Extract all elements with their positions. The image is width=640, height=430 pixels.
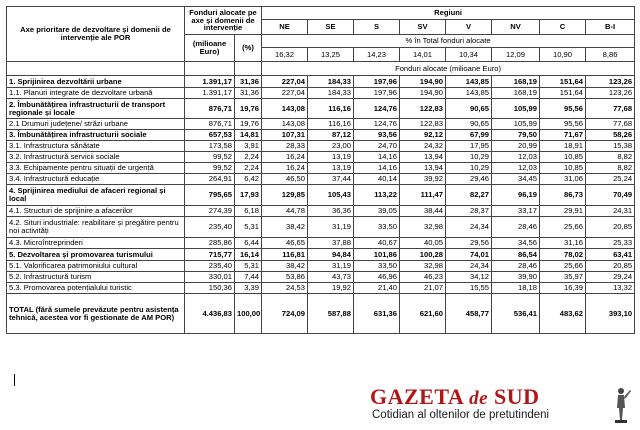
row-value: 20,99: [492, 141, 540, 152]
row-value: 77,68: [586, 119, 635, 130]
row-label: 2. Îmbunătățirea infrastructurii de transport regionale și locale: [7, 99, 185, 119]
header-spacer: [185, 62, 235, 76]
total-value: 458,77: [446, 294, 492, 334]
row-value: 46,96: [354, 272, 400, 283]
row-label: 3.1. Infrastructura sănătate: [7, 141, 185, 152]
row-value: 151,64: [540, 76, 586, 88]
row-value: 92,12: [400, 130, 446, 141]
row-value: 33,17: [492, 206, 540, 217]
logo-subtitle: Cotidian al oltenilor de pretutindeni: [372, 409, 550, 421]
row-value: 20,85: [586, 261, 635, 272]
pct-header: (%): [235, 35, 262, 62]
row-value: 33,50: [354, 261, 400, 272]
row-value: 18,91: [540, 141, 586, 152]
row-value: 2,24: [235, 152, 262, 163]
total-value: 4.436,83: [185, 294, 235, 334]
row-value: 71,67: [540, 130, 586, 141]
row-value: 173,58: [185, 141, 235, 152]
row-label: 3.3. Echipamente pentru situații de urgență: [7, 163, 185, 174]
row-value: 285,86: [185, 238, 235, 249]
row-value: 38,44: [400, 206, 446, 217]
row-value: 39,92: [400, 174, 446, 185]
row-value: 107,31: [262, 130, 308, 141]
row-value: 129,85: [262, 185, 308, 206]
row-value: 10,29: [446, 152, 492, 163]
axe-column-header: Axe prioritare de dezvoltare și domenii de intervenție ale POR: [7, 7, 185, 62]
row-value: 53,86: [262, 272, 308, 283]
row-label: 1.1. Planuri integrate de dezvoltare urbană: [7, 88, 185, 99]
row-value: 77,68: [586, 99, 635, 119]
row-label: 4.2. Situri industriale: reabilitare și pregătire pentru noi activități: [7, 217, 185, 238]
row-value: 19,76: [235, 119, 262, 130]
row-value: 10,85: [540, 163, 586, 174]
row-value: 79,50: [492, 130, 540, 141]
row-value: 113,22: [354, 185, 400, 206]
row-label: 5. Dezvoltarea și promovarea turismului: [7, 249, 185, 261]
row-value: 123,26: [586, 88, 635, 99]
row-value: 40,14: [354, 174, 400, 185]
total-value: 483,62: [540, 294, 586, 334]
row-value: 6,44: [235, 238, 262, 249]
row-value: 19,76: [235, 99, 262, 119]
region-header-v: V: [446, 20, 492, 35]
table-row: [7, 272, 635, 283]
region-pct-sv: 14,01: [400, 48, 446, 62]
row-value: 24,70: [354, 141, 400, 152]
row-value: 25,66: [540, 261, 586, 272]
row-value: 32,98: [400, 217, 446, 238]
row-value: 143,85: [446, 88, 492, 99]
row-value: 31,16: [540, 238, 586, 249]
row-value: 31,36: [235, 76, 262, 88]
row-value: 19,92: [308, 283, 354, 294]
table-row: [7, 99, 635, 119]
row-value: 16,39: [540, 283, 586, 294]
total-label-bold: TOTAL: [9, 304, 34, 314]
total-value: 100,00: [235, 294, 262, 334]
row-value: 122,83: [400, 99, 446, 119]
row-value: 6,42: [235, 174, 262, 185]
table-row: [7, 174, 635, 185]
region-pct-s: 14,23: [354, 48, 400, 62]
row-value: 227,04: [262, 76, 308, 88]
row-value: 20,85: [586, 217, 635, 238]
table-row: [7, 238, 635, 249]
row-value: 124,76: [354, 99, 400, 119]
row-value: 876,71: [185, 119, 235, 130]
row-value: 15,55: [446, 283, 492, 294]
regiuni-header: Regiuni: [262, 7, 635, 20]
row-value: 1.391,17: [185, 76, 235, 88]
row-value: 184,33: [308, 88, 354, 99]
row-value: 14,16: [354, 152, 400, 163]
row-value: 143,08: [262, 99, 308, 119]
row-value: 143,08: [262, 119, 308, 130]
row-value: 6,18: [235, 206, 262, 217]
header-spacer: [235, 62, 262, 76]
row-value: 86,54: [492, 249, 540, 261]
row-value: 122,83: [400, 119, 446, 130]
row-value: 95,56: [540, 99, 586, 119]
row-value: 105,99: [492, 119, 540, 130]
row-value: 795,65: [185, 185, 235, 206]
row-value: 116,16: [308, 119, 354, 130]
total-value: 393,10: [586, 294, 635, 334]
region-header-se: SE: [308, 20, 354, 35]
row-value: 227,04: [262, 88, 308, 99]
region-header-nv: NV: [492, 20, 540, 35]
row-label: 3. Îmbunătățirea infrastructurii sociale: [7, 130, 185, 141]
row-value: 87,12: [308, 130, 354, 141]
row-value: 5,31: [235, 217, 262, 238]
logo-title: [370, 384, 540, 410]
row-value: 15,38: [586, 141, 635, 152]
row-value: 74,01: [446, 249, 492, 261]
row-value: 31,19: [308, 217, 354, 238]
row-value: 13,94: [400, 152, 446, 163]
row-value: 34,12: [446, 272, 492, 283]
table-row: [7, 76, 635, 88]
text-cursor: [14, 374, 15, 386]
row-value: 34,56: [492, 238, 540, 249]
row-value: 184,33: [308, 76, 354, 88]
fonduri-regiuni-header: Fonduri alocate (milioane Euro): [262, 62, 635, 76]
table-row: [7, 152, 635, 163]
row-value: 25,24: [586, 174, 635, 185]
row-value: 235,40: [185, 217, 235, 238]
row-value: 63,41: [586, 249, 635, 261]
milioane-header: (milioane Euro): [185, 35, 235, 62]
table-body: [7, 76, 635, 294]
row-value: 94,84: [308, 249, 354, 261]
table-row: [7, 249, 635, 261]
row-value: 31,19: [308, 261, 354, 272]
row-label: 5.1. Valorificarea patrimoniului cultural: [7, 261, 185, 272]
row-value: 40,67: [354, 238, 400, 249]
row-value: 12,03: [492, 152, 540, 163]
total-label: [7, 294, 185, 334]
row-value: 124,76: [354, 119, 400, 130]
total-value: 724,09: [262, 294, 308, 334]
region-pct-se: 13,25: [308, 48, 354, 62]
row-value: 37,44: [308, 174, 354, 185]
row-value: 46,65: [262, 238, 308, 249]
gazeta-de-sud-logo: [370, 384, 632, 426]
row-value: 194,90: [400, 76, 446, 88]
row-value: 21,40: [354, 283, 400, 294]
row-value: 21,07: [400, 283, 446, 294]
row-value: 123,26: [586, 76, 635, 88]
row-value: 28,37: [446, 206, 492, 217]
row-label: 4. Sprijinirea mediului de afaceri regional și local: [7, 185, 185, 206]
row-value: 43,73: [308, 272, 354, 283]
row-value: 8,82: [586, 163, 635, 174]
header-spacer: [7, 62, 185, 76]
row-value: 29,46: [446, 174, 492, 185]
row-value: 116,81: [262, 249, 308, 261]
row-value: 90,65: [446, 119, 492, 130]
row-value: 150,36: [185, 283, 235, 294]
total-value: 631,36: [354, 294, 400, 334]
row-label: 1. Sprijinirea dezvoltării urbane: [7, 76, 185, 88]
region-pct-ne: 16,32: [262, 48, 308, 62]
region-pct-c: 10,90: [540, 48, 586, 62]
row-value: 10,29: [446, 163, 492, 174]
pct-total-header: % în Total fonduri alocate: [262, 35, 635, 48]
por-allocation-table: [6, 6, 635, 334]
table-row: [7, 217, 635, 238]
region-header-bi: B-I: [586, 20, 635, 35]
row-value: 25,66: [540, 217, 586, 238]
row-value: 16,14: [235, 249, 262, 261]
row-value: 13,19: [308, 152, 354, 163]
row-value: 23,00: [308, 141, 354, 152]
table-row: [7, 261, 635, 272]
row-value: 17,93: [235, 185, 262, 206]
region-pct-nv: 12,09: [492, 48, 540, 62]
fonduri-column-header: Fonduri alocate pe axe și domenii de intervenție: [185, 7, 262, 35]
row-value: 39,05: [354, 206, 400, 217]
row-value: 28,46: [492, 261, 540, 272]
row-value: 82,27: [446, 185, 492, 206]
total-value: 536,41: [492, 294, 540, 334]
row-value: 93,56: [354, 130, 400, 141]
row-label: 5.2. Infrastructură turism: [7, 272, 185, 283]
region-header-c: C: [540, 20, 586, 35]
region-header-sv: SV: [400, 20, 446, 35]
row-value: 151,64: [540, 88, 586, 99]
row-value: 38,42: [262, 217, 308, 238]
row-value: 95,56: [540, 119, 586, 130]
row-value: 10,85: [540, 152, 586, 163]
row-value: 2,24: [235, 163, 262, 174]
row-value: 197,96: [354, 76, 400, 88]
row-value: 13,19: [308, 163, 354, 174]
row-label: 3.2. Infrastructură servicii sociale: [7, 152, 185, 163]
row-value: 17,95: [446, 141, 492, 152]
row-value: 330,01: [185, 272, 235, 283]
row-value: 1.391,17: [185, 88, 235, 99]
row-value: 105,43: [308, 185, 354, 206]
row-value: 194,90: [400, 88, 446, 99]
row-value: 29,91: [540, 206, 586, 217]
row-value: 24,53: [262, 283, 308, 294]
table-row: [7, 141, 635, 152]
row-value: 143,85: [446, 76, 492, 88]
region-header-s: S: [354, 20, 400, 35]
row-value: 28,33: [262, 141, 308, 152]
row-value: 78,02: [540, 249, 586, 261]
row-label: 4.3. Microîntreprinderi: [7, 238, 185, 249]
row-value: 235,40: [185, 261, 235, 272]
table-row: [7, 163, 635, 174]
row-value: 28,46: [492, 217, 540, 238]
row-value: 657,53: [185, 130, 235, 141]
region-pct-v: 10,34: [446, 48, 492, 62]
total-section: [7, 294, 635, 334]
row-value: 101,86: [354, 249, 400, 261]
statue-icon: [610, 386, 632, 424]
row-value: 12,03: [492, 163, 540, 174]
row-value: 39,90: [492, 272, 540, 283]
row-value: 7,44: [235, 272, 262, 283]
row-value: 24,34: [446, 217, 492, 238]
row-value: 24,34: [446, 261, 492, 272]
row-value: 111,47: [400, 185, 446, 206]
row-label: 5.3. Promovarea potențialului turistic: [7, 283, 185, 294]
row-value: 14,16: [354, 163, 400, 174]
row-value: 31,36: [235, 88, 262, 99]
row-value: 32,98: [400, 261, 446, 272]
table-row: [7, 130, 635, 141]
table-row: [7, 283, 635, 294]
row-value: 58,26: [586, 130, 635, 141]
row-value: 16,24: [262, 152, 308, 163]
row-value: 36,36: [308, 206, 354, 217]
logo-title-main: GAZETA: [370, 384, 464, 409]
row-value: 90,65: [446, 99, 492, 119]
row-value: 168,19: [492, 88, 540, 99]
table-row: [7, 185, 635, 206]
region-pct-bi: 8,86: [586, 48, 635, 62]
row-value: 46,50: [262, 174, 308, 185]
row-value: 44,78: [262, 206, 308, 217]
row-value: 99,52: [185, 163, 235, 174]
row-value: 37,88: [308, 238, 354, 249]
total-label-note: (fără sumele prevăzute pentru asistența tehnică, acestea vor fi gestionate de AM POR): [9, 304, 179, 322]
row-value: 105,99: [492, 99, 540, 119]
row-value: 24,31: [586, 206, 635, 217]
row-value: 8,82: [586, 152, 635, 163]
logo-title-de: de: [469, 388, 488, 409]
table-row: [7, 206, 635, 217]
row-label: 4.1. Structuri de sprijinire a afacerilor: [7, 206, 185, 217]
row-value: 715,77: [185, 249, 235, 261]
row-value: 264,91: [185, 174, 235, 185]
row-value: 29,24: [586, 272, 635, 283]
row-value: 67,99: [446, 130, 492, 141]
row-value: 3,91: [235, 141, 262, 152]
table-row: [7, 119, 635, 130]
row-value: 29,56: [446, 238, 492, 249]
row-value: 13,32: [586, 283, 635, 294]
row-value: 31,06: [540, 174, 586, 185]
row-value: 5,31: [235, 261, 262, 272]
row-value: 40,05: [400, 238, 446, 249]
row-label: 3.4. Infrastructură educație: [7, 174, 185, 185]
row-value: 46,23: [400, 272, 446, 283]
row-value: 116,16: [308, 99, 354, 119]
row-value: 18,18: [492, 283, 540, 294]
row-value: 16,24: [262, 163, 308, 174]
row-value: 876,71: [185, 99, 235, 119]
row-value: 33,50: [354, 217, 400, 238]
row-value: 3,39: [235, 283, 262, 294]
row-value: 197,96: [354, 88, 400, 99]
row-value: 274,39: [185, 206, 235, 217]
row-value: 70,49: [586, 185, 635, 206]
region-header-ne: NE: [262, 20, 308, 35]
row-value: 100,28: [400, 249, 446, 261]
row-value: 34,45: [492, 174, 540, 185]
row-value: 25,33: [586, 238, 635, 249]
total-value: 587,88: [308, 294, 354, 334]
row-value: 38,42: [262, 261, 308, 272]
row-value: 14,81: [235, 130, 262, 141]
table-row: [7, 88, 635, 99]
row-value: 35,97: [540, 272, 586, 283]
row-label: 2.1 Drumuri județene/ străzi urbane: [7, 119, 185, 130]
row-value: 168,19: [492, 76, 540, 88]
row-value: 96,19: [492, 185, 540, 206]
row-value: 13,94: [400, 163, 446, 174]
total-value: 621,60: [400, 294, 446, 334]
row-value: 24,32: [400, 141, 446, 152]
table-header: [7, 7, 635, 76]
row-value: 86,73: [540, 185, 586, 206]
logo-title-sud: SUD: [494, 384, 540, 409]
row-value: 99,52: [185, 152, 235, 163]
